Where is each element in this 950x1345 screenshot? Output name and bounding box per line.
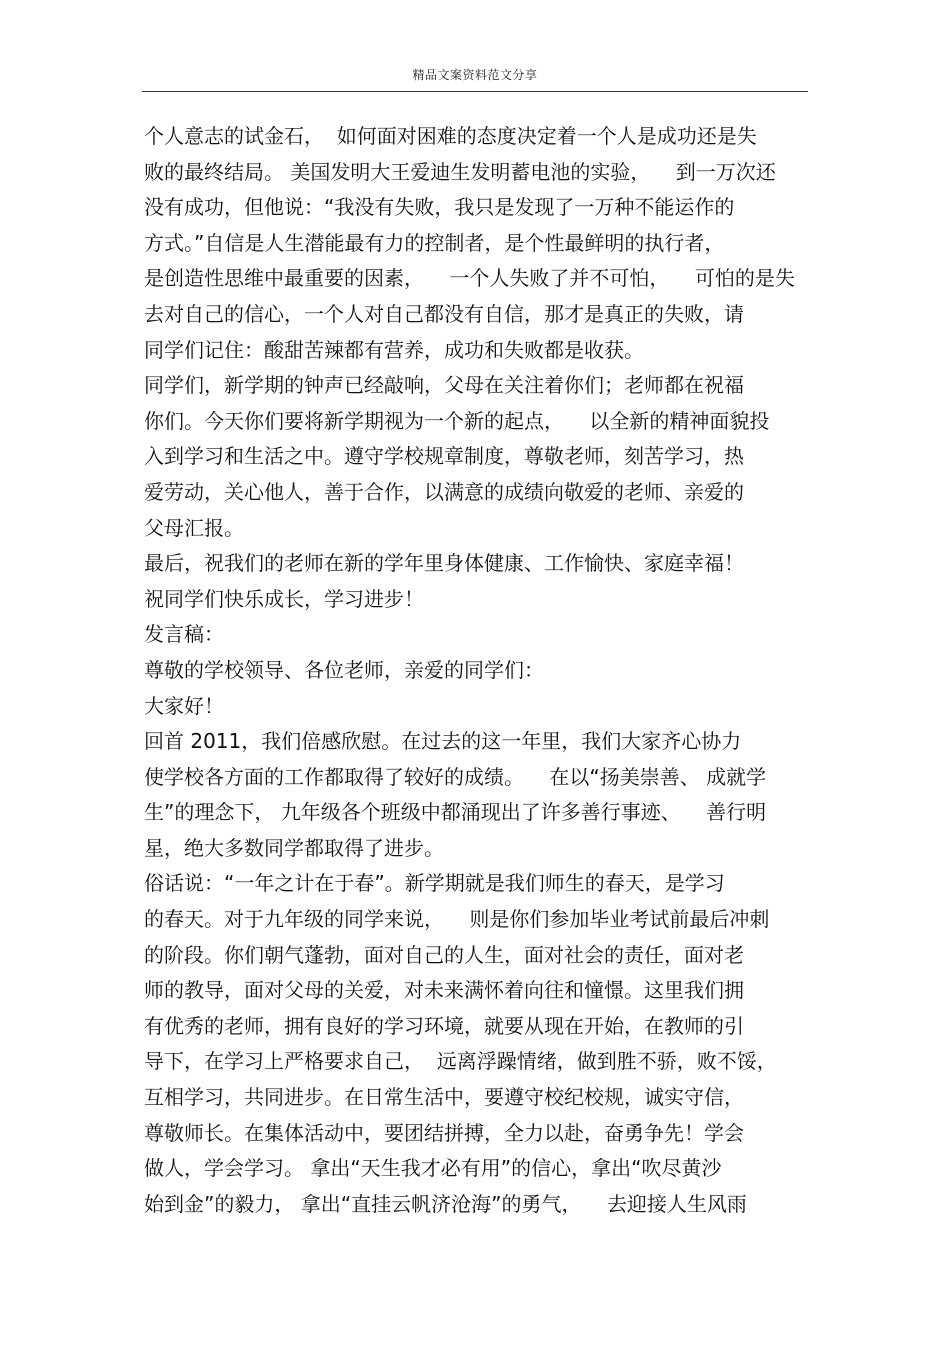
document-body: [144, 119, 814, 1222]
text-line: 没有成功，但他说：“我没有失败，我只是发现了一万种不能运作的: [144, 195, 735, 220]
text-line: 导下，在学习上严格要求自己， 远离浮躁情绪，做到胜不骄，败不馁，: [144, 1049, 777, 1074]
text-line: 方式。”自信是人生潜能最有力的控制者，是个性最鲜明的执行者，: [144, 230, 725, 255]
text-line: 尊敬的学校领导、各位老师，亲爱的同学们：: [144, 657, 544, 682]
text-line: 始到金”的毅力， 拿出“直挂云帆济沧海”的勇气， 去迎接人生风雨: [144, 1191, 747, 1216]
text-line: 互相学习，共同进步。在日常生活中，要遵守校纪校规，诚实守信，: [144, 1085, 744, 1110]
text-line: 入到学习和生活之中。遵守学校规章制度，尊敬老师，刻苦学习，热: [144, 444, 744, 469]
text-line: 父母汇报。: [144, 515, 244, 540]
text-line: 师的教导，面对父母的关爱，对未来满怀着向往和憧憬。这里我们拥: [144, 978, 744, 1003]
text-line: 使学校各方面的工作都取得了较好的成绩。 在以“扬美崇善、 成就学: [144, 764, 767, 789]
text-line: 败的最终结局。 美国发明大王爱迪生发明蓄电池的实验， 到一万次还: [144, 159, 776, 184]
text-line: 俗话说：“一年之计在于春”。新学期就是我们师生的春天，是学习: [144, 871, 725, 896]
text-line: 同学们记住：酸甜苦辣都有营养，成功和失败都是收获。: [144, 337, 644, 362]
page-header: 精品文案资料范文分享: [412, 68, 538, 82]
text-line: 做人，学会学习。 拿出“天生我才必有用”的信心，拿出“吹尽黄沙: [144, 1156, 722, 1181]
text-line: 生”的理念下， 九年级各个班级中都涌现出了许多善行事迹、 善行明: [144, 800, 767, 825]
text-line: 发言稿：: [144, 622, 224, 647]
text-line: 你们。今天你们要将新学期视为一个新的起点， 以全新的精神面貌投: [144, 408, 770, 433]
text-line: 爱劳动，关心他人，善于合作，以满意的成绩向敬爱的老师、亲爱的: [144, 479, 744, 504]
text-line: 有优秀的老师，拥有良好的学习环境，就要从现在开始，在教师的引: [144, 1013, 744, 1038]
text-line: 去对自己的信心，一个人对自己都没有自信，那才是真正的失败，请: [144, 301, 744, 326]
text-line: 最后，祝我们的老师在新的学年里身体健康、工作愉快、家庭幸福！: [144, 551, 744, 576]
text-line: 同学们，新学期的钟声已经敲响，父母在关注着你们；老师都在祝福: [144, 373, 744, 398]
text-line: 个人意志的试金石， 如何面对困难的态度决定着一个人是成功还是失: [144, 124, 757, 148]
text-line: 的阶段。你们朝气蓬勃，面对自己的人生，面对社会的责任，面对老: [144, 942, 744, 967]
text-line: 大家好！: [144, 693, 224, 718]
header-divider: [142, 91, 808, 92]
text-line: 星，绝大多数同学都取得了进步。: [144, 835, 444, 860]
text-line: 祝同学们快乐成长，学习进步！: [144, 586, 424, 611]
text-line: 尊敬师长。在集体活动中，要团结拼搏，全力以赴，奋勇争先！学会: [144, 1120, 744, 1145]
text-line: 是创造性思维中最重要的因素， 一个人失败了并不可怕， 可怕的是失: [144, 266, 795, 291]
text-line: 回首 2011，我们倍感欣慰。在过去的这一年里，我们大家齐心协力: [144, 729, 742, 754]
text-line: 的春天。对于九年级的同学来说， 则是你们参加毕业考试前最后冲刺: [144, 907, 770, 932]
